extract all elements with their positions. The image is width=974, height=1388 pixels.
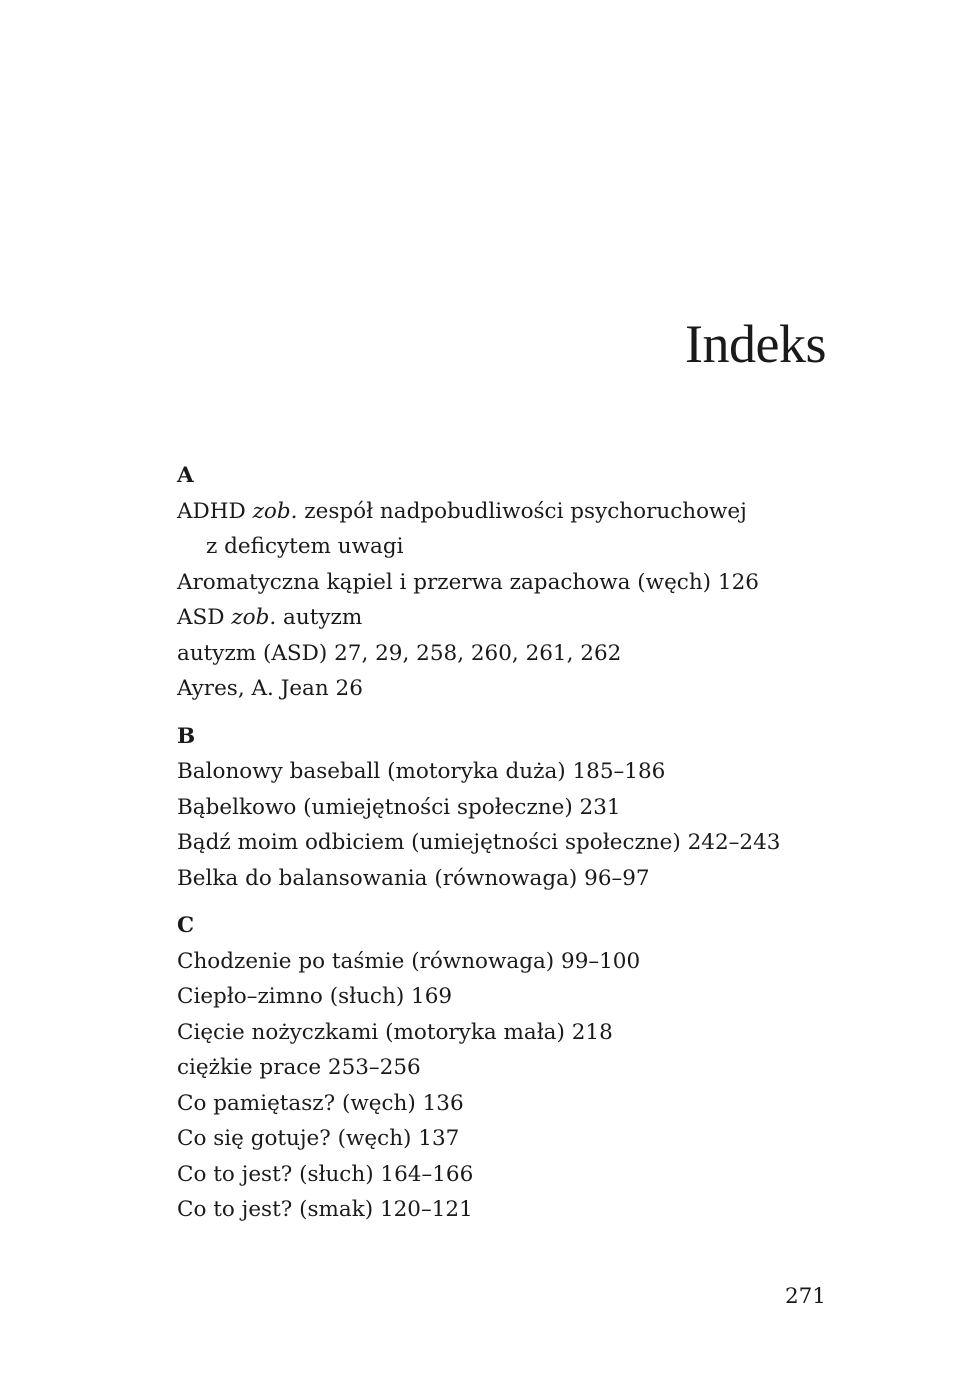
index-entry: Chodzenie po taśmie (równowaga) 99–100 bbox=[177, 948, 641, 974]
index-entry-adhd bbox=[177, 494, 857, 565]
index-section-c bbox=[177, 908, 857, 1228]
entry-tail: zespół nadpobudliwości psychoruchowej bbox=[297, 498, 747, 524]
section-letter: C bbox=[177, 913, 195, 938]
index-entry: Bąbelkowo (umiejętności społeczne) 231 bbox=[177, 794, 621, 820]
index-entry: autyzm (ASD) 27, 29, 258, 260, 261, 262 bbox=[177, 640, 622, 666]
index-entry-asd bbox=[177, 600, 857, 636]
see-reference: zob. bbox=[252, 498, 298, 524]
index-body bbox=[177, 458, 857, 1228]
entry-head: ASD bbox=[177, 605, 232, 630]
index-entry: ciężkie prace 253–256 bbox=[177, 1055, 421, 1080]
section-letter: A bbox=[177, 463, 194, 488]
index-entry: Ciepło–zimno (słuch) 169 bbox=[177, 984, 453, 1009]
page-number: 271 bbox=[784, 1284, 826, 1309]
index-entry: Co to jest? (smak) 120–121 bbox=[177, 1197, 473, 1222]
index-entry: Balonowy baseball (motoryka duża) 185–186 bbox=[177, 759, 666, 784]
index-entry: Co się gotuje? (węch) 137 bbox=[177, 1126, 460, 1151]
index-entry: Aromatyczna kąpiel i przerwa zapachowa (węch) 126 bbox=[177, 569, 759, 595]
page-title: Indeks bbox=[685, 314, 826, 374]
entry-head: ADHD bbox=[177, 498, 253, 524]
entry-tail: autyzm bbox=[276, 605, 363, 630]
see-reference: zob. bbox=[231, 605, 277, 630]
index-section-a bbox=[177, 458, 857, 707]
index-entry: Co pamiętasz? (węch) 136 bbox=[177, 1090, 464, 1116]
index-entry: Ayres, A. Jean 26 bbox=[177, 676, 363, 701]
index-entry: Belka do balansowania (równowaga) 96–97 bbox=[177, 865, 650, 891]
index-entry: Co to jest? (słuch) 164–166 bbox=[177, 1161, 474, 1187]
entry-continuation: z deficytem uwagi bbox=[206, 534, 404, 559]
index-entry: Bądź moim odbiciem (umiejętności społeczne) 242–243 bbox=[177, 830, 781, 855]
section-letter: B bbox=[177, 723, 196, 749]
index-section-b bbox=[177, 719, 857, 897]
index-entry: Cięcie nożyczkami (motoryka mała) 218 bbox=[177, 1019, 613, 1045]
